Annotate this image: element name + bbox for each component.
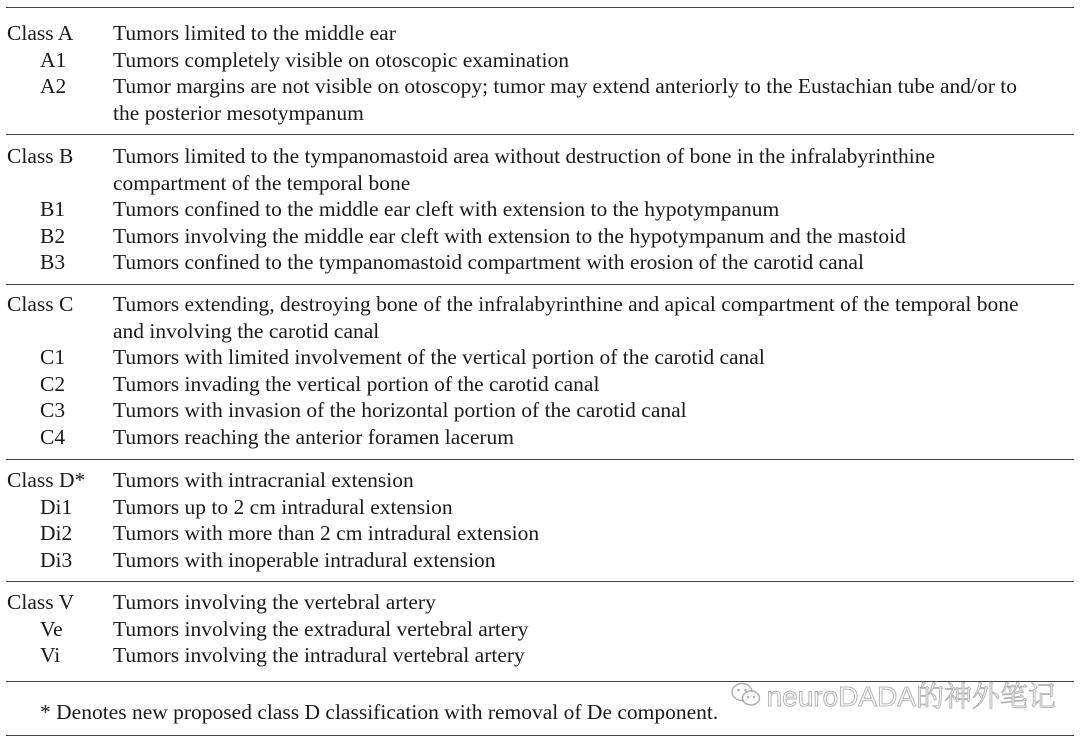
subclass-description: Tumors involving the intradural vertebral artery [113,643,525,668]
class-description: Tumors extending, destroying bone of the infralabyrinthine and apical compartment of the temporal bone and involving the carotid canal [113,292,1019,343]
table-row [0,143,1080,196]
subclass-description: Tumors invading the vertical portion of the carotid canal [113,371,600,396]
table-row [0,520,1080,547]
class-c-group [0,291,1080,451]
subclass-description: Tumors up to 2 cm intradural extension [113,494,453,519]
watermark [731,675,1056,715]
table-row [0,291,1080,344]
class-d-group [0,467,1080,573]
class-b-group [0,143,1080,276]
table-row [0,616,1080,643]
class-code: Class A [7,21,74,45]
subclass-code: Vi [40,643,61,668]
class-description: Tumors limited to the middle ear [113,21,396,45]
wechat-icon [731,682,761,708]
subclass-code: B1 [40,197,66,222]
subclass-description: Tumors involving the middle ear cleft with extension to the hypotympanum and the mastoid [113,223,906,248]
subclass-description: Tumors with invasion of the horizontal portion of the carotid canal [113,398,687,423]
subclass-description: Tumors involving the extradural vertebral artery [113,616,529,641]
subclass-description: Tumors with limited involvement of the vertical portion of the carotid canal [113,345,765,370]
subclass-description: Tumors confined to the tympanomastoid compartment with erosion of the carotid canal [113,250,864,275]
top-rule [6,7,1074,8]
class-v-group [0,589,1080,669]
class-code: Class D* [7,468,86,492]
subclass-description: Tumors completely visible on otoscopic examination [113,47,570,72]
subclass-code: Ve [40,616,63,641]
group-divider [6,459,1074,460]
table-row [0,467,1080,494]
subclass-description: Tumors with more than 2 cm intradural extension [113,521,540,546]
table-row [0,547,1080,574]
table-row [0,20,1080,47]
subclass-code: Di1 [40,494,73,519]
subclass-description: Tumors reaching the anterior foramen lacerum [113,424,514,449]
table-row [0,47,1080,74]
subclass-code: C4 [40,424,66,449]
table-row [0,424,1080,451]
subclass-description: Tumors confined to the middle ear cleft with extension to the hypotympanum [113,197,780,222]
class-description: Tumors limited to the tympanomastoid area without destruction of bone in the infralabyrinthine compartment of the temporal bone [113,144,936,195]
group-divider [6,284,1074,285]
table-row [0,73,1080,126]
table-row [0,344,1080,371]
subclass-code: Di2 [40,521,73,546]
class-code: Class V [7,590,75,614]
class-code: Class C [7,292,74,316]
table-row [0,249,1080,276]
group-divider [6,134,1074,135]
subclass-code: C2 [40,371,66,396]
subclass-description: Tumors with inoperable intradural extension [113,547,496,572]
table-footnote: * Denotes new proposed class D classification with removal of De component. [40,700,719,724]
table-row [0,642,1080,669]
class-description: Tumors with intracranial extension [113,468,414,492]
watermark-text: neuroDADA的神外笔记 [766,681,1056,712]
subclass-code: B3 [40,250,66,275]
table-row [0,196,1080,223]
subclass-description: Tumor margins are not visible on otoscopy; tumor may extend anteriorly to the Eustachian tube and/or to the posterior mesotympanum [113,74,1018,125]
bottom-rule [6,735,1074,736]
table-row [0,223,1080,250]
subclass-code: C3 [40,398,66,423]
class-code: Class B [7,144,74,168]
table-row [0,494,1080,521]
subclass-code: B2 [40,223,66,248]
table-row [0,371,1080,398]
class-description: Tumors involving the vertebral artery [113,590,436,614]
class-a-group [0,20,1080,126]
subclass-code: A2 [40,74,67,99]
subclass-code: Di3 [40,547,73,572]
table-row [0,589,1080,616]
subclass-code: C1 [40,345,66,370]
subclass-code: A1 [40,47,67,72]
table-row [0,397,1080,424]
group-divider [6,581,1074,582]
